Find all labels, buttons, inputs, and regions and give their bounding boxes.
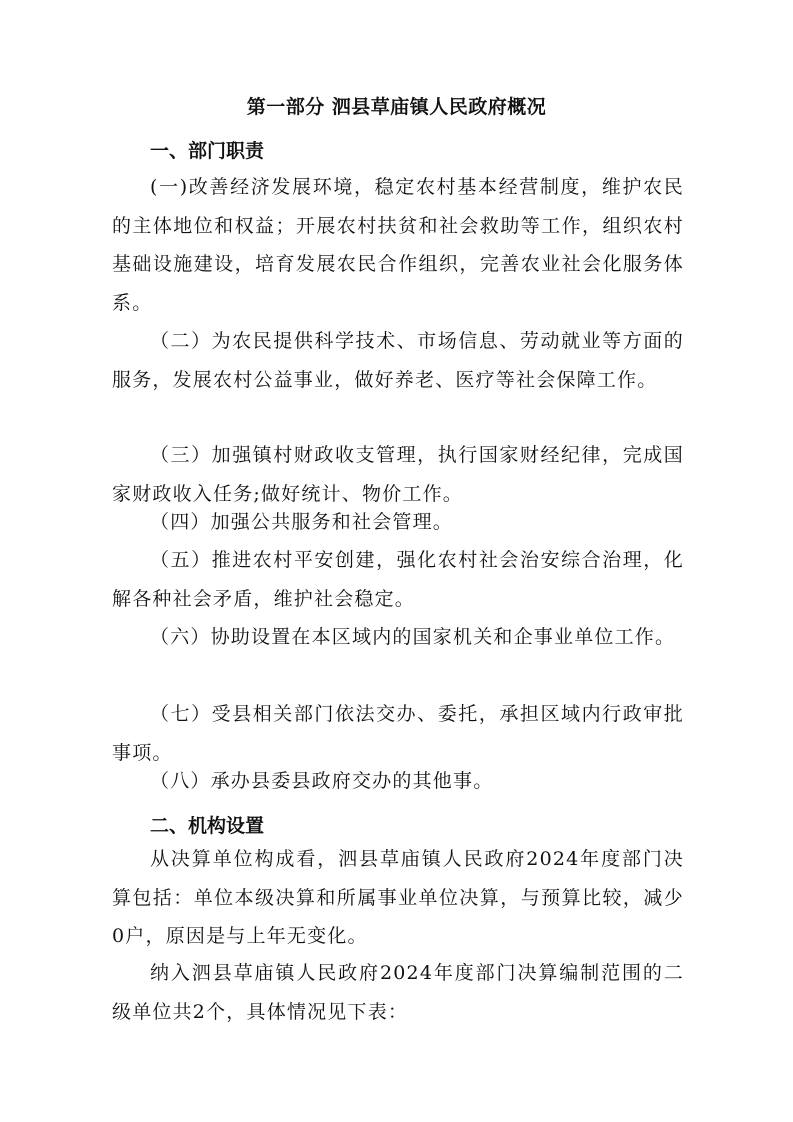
document-title: 第一部分 泗县草庙镇人民政府概况 <box>246 96 547 118</box>
duty-item-2: （二）为农民提供科学技术、市场信息、劳动就业等方面的服务，发展农村公益事业，做好养老、医疗等社会保障工作。 <box>112 330 684 391</box>
section-heading-duties: 一、部门职责 <box>150 140 265 162</box>
duty-item-5: （五）推进农村平安创建，强化农村社会治安综合治理，化解各种社会矛盾，维护社会稳定。 <box>112 549 684 610</box>
structure-paragraph-1: 从决算单位构成看，泗县草庙镇人民政府2024年度部门决算包括：单位本级决算和所属事业单位决算，与预算比较，减少0户，原因是与上年无变化。 <box>112 848 684 947</box>
section-heading-structure: 二、机构设置 <box>150 815 265 837</box>
duty-item-4: （四）加强公共服务和社会管理。 <box>150 511 454 533</box>
duty-item-7: （七）受县相关部门依法交办、委托，承担区域内行政审批事项。 <box>112 703 684 764</box>
structure-paragraph-2: 纳入泗县草庙镇人民政府2024年度部门决算编制范围的二级单位共2个，具体情况见下表： <box>112 962 684 1023</box>
duty-item-1: (一)改善经济发展环境，稳定农村基本经营制度，维护农民的主体地位和权益；开展农村扶贫和社会救助等工作，组织农村基础设施建设，培育发展农民合作组织，完善农业社会化服务体系。 <box>112 176 684 314</box>
duty-item-3: （三）加强镇村财政收支管理，执行国家财经纪律，完成国家财政收入任务;做好统计、物价工作。 <box>112 444 684 505</box>
duty-item-8: （八）承办县委县政府交办的其他事。 <box>150 770 494 792</box>
duty-item-6: （六）协助设置在本区域内的国家机关和企事业单位工作。 <box>150 626 676 648</box>
